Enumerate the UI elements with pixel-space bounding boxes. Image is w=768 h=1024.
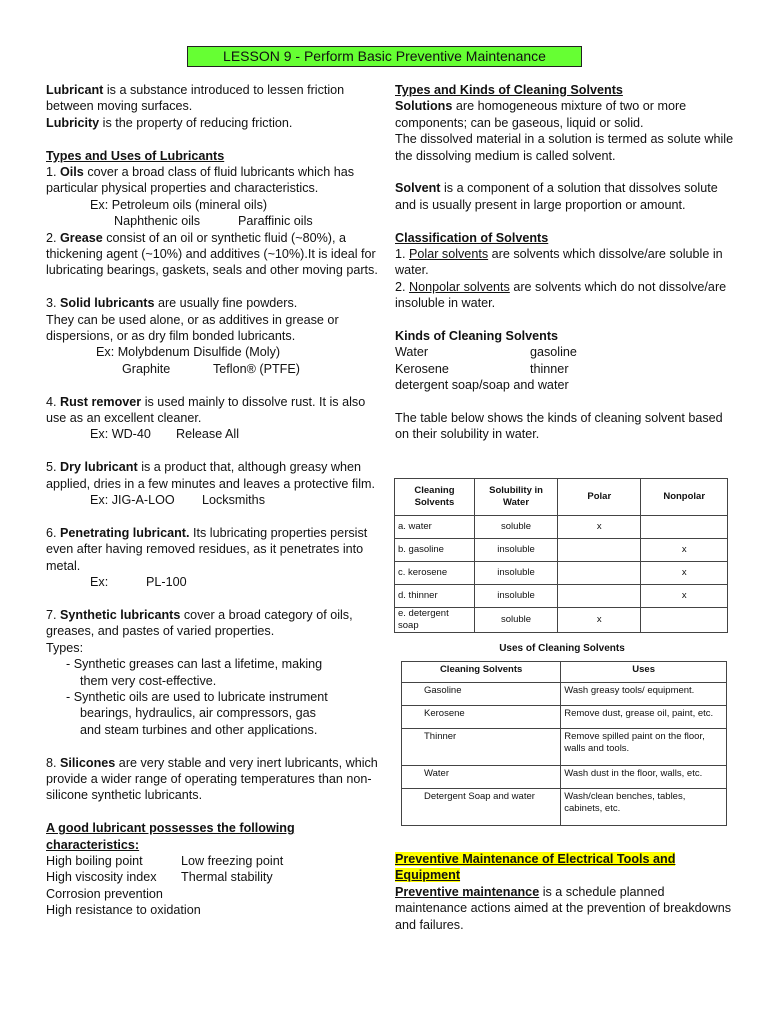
table-row bbox=[402, 789, 727, 826]
oils-example bbox=[46, 213, 381, 229]
term: Grease bbox=[60, 230, 103, 245]
definition: is a substance introduced to lessen friction between moving surfaces. bbox=[46, 83, 345, 114]
table-cell: Kerosene bbox=[402, 706, 561, 729]
table-cell: Water bbox=[402, 766, 561, 789]
number: 1. bbox=[46, 165, 61, 180]
number: 3. bbox=[46, 296, 61, 311]
characteristic: Low freezing point bbox=[181, 853, 284, 868]
term: Nonpolar solvents bbox=[409, 279, 510, 294]
table-cell: c. kerosene bbox=[395, 562, 475, 585]
column-header: Uses bbox=[561, 662, 727, 683]
solvent-kind: detergent soap/soap and water bbox=[395, 378, 569, 393]
dry-example bbox=[46, 492, 381, 508]
definition: is the property of reducing friction. bbox=[99, 115, 293, 130]
rust-item bbox=[46, 394, 381, 427]
term: Polar solvents bbox=[409, 247, 489, 262]
example: Release All bbox=[176, 427, 240, 442]
table-cell: soluble bbox=[474, 516, 557, 539]
column-header: Nonpolar bbox=[641, 479, 728, 516]
kinds-row bbox=[395, 361, 740, 377]
table-header-row bbox=[402, 662, 727, 683]
penetrating-example bbox=[46, 574, 381, 590]
example: Paraffinic oils bbox=[238, 214, 313, 229]
solvent-kind: Water bbox=[395, 345, 429, 360]
table-cell: soluble bbox=[474, 608, 557, 633]
table-row bbox=[395, 608, 728, 633]
table-cell: Wash greasy tools/ equipment. bbox=[561, 683, 727, 706]
pm-definition bbox=[395, 884, 740, 933]
definition: is a component of a solution that dissolves solute and is usually present in large proportion or amount. bbox=[395, 181, 718, 212]
table-cell: d. thinner bbox=[395, 585, 475, 608]
rust-example bbox=[46, 426, 381, 442]
table-cell: Remove spilled paint on the floor, walls and tools. bbox=[561, 729, 727, 766]
definition: are solvents which dissolve/are soluble in water. bbox=[395, 247, 723, 278]
example: Locksmiths bbox=[202, 493, 265, 508]
table-cell: insoluble bbox=[474, 585, 557, 608]
solutions-definition bbox=[395, 98, 740, 131]
table-cell: b. gasoline bbox=[395, 539, 475, 562]
example: Teflon® (PTFE) bbox=[213, 361, 300, 376]
table-row bbox=[395, 562, 728, 585]
characteristic: High resistance to oxidation bbox=[46, 903, 201, 918]
synthetic-type-line: - Synthetic greases can last a lifetime, making bbox=[66, 657, 323, 672]
characteristic: Thermal stability bbox=[181, 870, 273, 885]
table-cell: Wash/clean benches, tables, cabinets, etc. bbox=[561, 789, 727, 826]
solid-example bbox=[46, 361, 381, 377]
synthetic-type-line: them very cost-effective. bbox=[80, 673, 217, 688]
solid-detail: They can be used alone, or as additives in grease or dispersions, or as dry film bonded lubricants. bbox=[46, 312, 339, 344]
example: Ex: bbox=[90, 575, 109, 590]
uses-table-caption: Uses of Cleaning Solvents bbox=[499, 643, 625, 654]
table-cell: x bbox=[641, 562, 728, 585]
example: Ex: WD-40 bbox=[90, 427, 151, 442]
silicones-item bbox=[46, 755, 381, 804]
definition: cover a broad category of oils, greases, and pastes of varied properties. bbox=[46, 607, 353, 639]
lubricity-definition bbox=[46, 115, 381, 131]
lubricant-definition bbox=[46, 82, 381, 115]
solvent-kind: Kerosene bbox=[395, 361, 449, 376]
table-cell bbox=[558, 585, 641, 608]
synthetic-type-line: bearings, hydraulics, air compressors, gas bbox=[80, 706, 316, 721]
dry-item bbox=[46, 459, 381, 492]
table-cell: Wash dust in the floor, walls, etc. bbox=[561, 766, 727, 789]
table-cell: x bbox=[558, 516, 641, 539]
kinds-row bbox=[395, 344, 740, 360]
uses-table bbox=[401, 661, 727, 826]
table-cell bbox=[558, 562, 641, 585]
term: Lubricant bbox=[46, 83, 104, 97]
term: Solvent bbox=[395, 181, 441, 196]
table-row bbox=[402, 729, 727, 766]
table-cell: Thinner bbox=[402, 729, 561, 766]
table-row bbox=[402, 766, 727, 789]
definition: is a product that, although greasy when applied, dries in a few minutes and leaves a protective film. bbox=[46, 460, 376, 491]
nonpolar-item bbox=[395, 279, 740, 312]
term: Synthetic lubricants bbox=[60, 607, 181, 622]
table-header-row bbox=[395, 479, 728, 516]
number: 6. bbox=[46, 525, 61, 540]
right-column bbox=[395, 82, 740, 443]
table-cell bbox=[558, 539, 641, 562]
term: Preventive maintenance bbox=[395, 884, 540, 899]
term: Rust remover bbox=[60, 394, 142, 409]
table-row bbox=[395, 516, 728, 539]
number: 4. bbox=[46, 394, 61, 409]
characteristic: High boiling point bbox=[46, 853, 143, 868]
number: 2. bbox=[46, 230, 61, 245]
term: Solid lubricants bbox=[60, 296, 155, 311]
classification-heading: Classification of Solvents bbox=[395, 230, 549, 245]
example: Ex: JIG-A-LOO bbox=[90, 493, 175, 508]
example: PL-100 bbox=[146, 575, 187, 590]
example: Naphthenic oils bbox=[114, 214, 201, 229]
pm-heading bbox=[395, 851, 740, 884]
solvents-heading: Types and Kinds of Cleaning Solvents bbox=[395, 83, 623, 97]
table-cell: x bbox=[641, 585, 728, 608]
table-cell: x bbox=[641, 539, 728, 562]
pm-heading-text: Preventive Maintenance of Electrical Tools and Equipment bbox=[395, 852, 676, 883]
example: Graphite bbox=[122, 361, 171, 376]
definition: are usually fine powders. bbox=[154, 296, 298, 311]
good-lubricant-heading: A good lubricant possesses the following characteristics: bbox=[46, 821, 295, 852]
oils-item bbox=[46, 164, 381, 197]
column-header: Solubility in Water bbox=[474, 479, 557, 516]
definition: are homogeneous mixture of two or more components; can be gaseous, liquid or solid. bbox=[395, 99, 687, 130]
solubility-table bbox=[394, 478, 728, 633]
table-cell: insoluble bbox=[474, 562, 557, 585]
solvent-kind: gasoline bbox=[530, 345, 577, 360]
table-cell: Gasoline bbox=[402, 683, 561, 706]
term: Lubricity bbox=[46, 115, 100, 130]
table-cell: a. water bbox=[395, 516, 475, 539]
definition: is used mainly to dissolve rust. It is also use as an excellent cleaner. bbox=[46, 394, 366, 426]
table-intro: The table below shows the kinds of cleaning solvent based on their solubility in water. bbox=[395, 411, 723, 442]
characteristic-row bbox=[46, 869, 381, 885]
definition: cover a broad class of fluid lubricants which has particular physical properties and characteristics. bbox=[46, 165, 355, 196]
table-cell: Remove dust, grease oil, paint, etc. bbox=[561, 706, 727, 729]
table-row bbox=[395, 585, 728, 608]
column-header: Polar bbox=[558, 479, 641, 516]
characteristic-row bbox=[46, 853, 381, 869]
solute-text: The dissolved material in a solution is termed as solute while the dissolving medium is called solvent. bbox=[395, 132, 734, 163]
definition: are very stable and very inert lubricants, which provide a wider range of operating temperatures than non-silicone synthetic lubricants. bbox=[46, 755, 378, 803]
number: 1. bbox=[395, 247, 410, 262]
definition: consist of an oil or synthetic fluid (~80%), a thickening agent (~10%) and additives (~10%).It is ideal for lubricating bearings, gaskets, seals and other moving parts. bbox=[46, 230, 378, 278]
table-cell bbox=[641, 608, 728, 633]
synthetic-item bbox=[46, 607, 381, 640]
table-row bbox=[402, 706, 727, 729]
table-cell: x bbox=[558, 608, 641, 633]
number: 5. bbox=[46, 460, 61, 475]
solvent-definition bbox=[395, 180, 740, 213]
characteristic: High viscosity index bbox=[46, 870, 157, 885]
table-cell: e. detergent soap bbox=[395, 608, 475, 633]
grease-item bbox=[46, 230, 381, 279]
penetrating-item bbox=[46, 525, 381, 574]
number: 2. bbox=[395, 279, 410, 294]
solvent-kind: thinner bbox=[530, 361, 569, 376]
synthetic-type-line: and steam turbines and other applications. bbox=[80, 722, 318, 737]
definition: are solvents which do not dissolve/are insoluble in water. bbox=[395, 279, 727, 311]
number: 8. bbox=[46, 755, 61, 770]
preventive-maintenance-section bbox=[395, 851, 740, 933]
solid-item bbox=[46, 295, 381, 311]
polar-item bbox=[395, 246, 740, 279]
synthetic-type-line: - Synthetic oils are used to lubricate instrument bbox=[66, 689, 328, 704]
term: Dry lubricant bbox=[60, 460, 138, 475]
table-cell bbox=[641, 516, 728, 539]
characteristic: Corrosion prevention bbox=[46, 886, 163, 901]
number: 7. bbox=[46, 607, 61, 622]
column-header: Cleaning Solvents bbox=[402, 662, 561, 683]
definition: is a schedule planned maintenance actions aimed at the prevention of breakdowns and failures. bbox=[395, 884, 732, 932]
term: Solutions bbox=[395, 99, 453, 114]
term: Silicones bbox=[60, 755, 116, 770]
left-column bbox=[46, 82, 381, 919]
definition: Its lubricating properties persist even after having removed residues, as it penetrates into metal. bbox=[46, 525, 368, 573]
page-title: LESSON 9 - Perform Basic Preventive Maintenance bbox=[187, 46, 582, 67]
solid-example: Ex: Molybdenum Disulfide (Moly) bbox=[96, 345, 281, 360]
kinds-heading: Kinds of Cleaning Solvents bbox=[395, 329, 559, 344]
term: Penetrating lubricant. bbox=[60, 525, 190, 540]
term: Oils bbox=[60, 165, 84, 180]
synthetic-types: Types: bbox=[46, 640, 84, 655]
table-row bbox=[402, 683, 727, 706]
table-cell: Detergent Soap and water bbox=[402, 789, 561, 826]
table-row bbox=[395, 539, 728, 562]
table-cell: insoluble bbox=[474, 539, 557, 562]
column-header: Cleaning Solvents bbox=[395, 479, 475, 516]
oils-example: Ex: Petroleum oils (mineral oils) bbox=[90, 197, 268, 212]
types-heading: Types and Uses of Lubricants bbox=[46, 148, 225, 163]
